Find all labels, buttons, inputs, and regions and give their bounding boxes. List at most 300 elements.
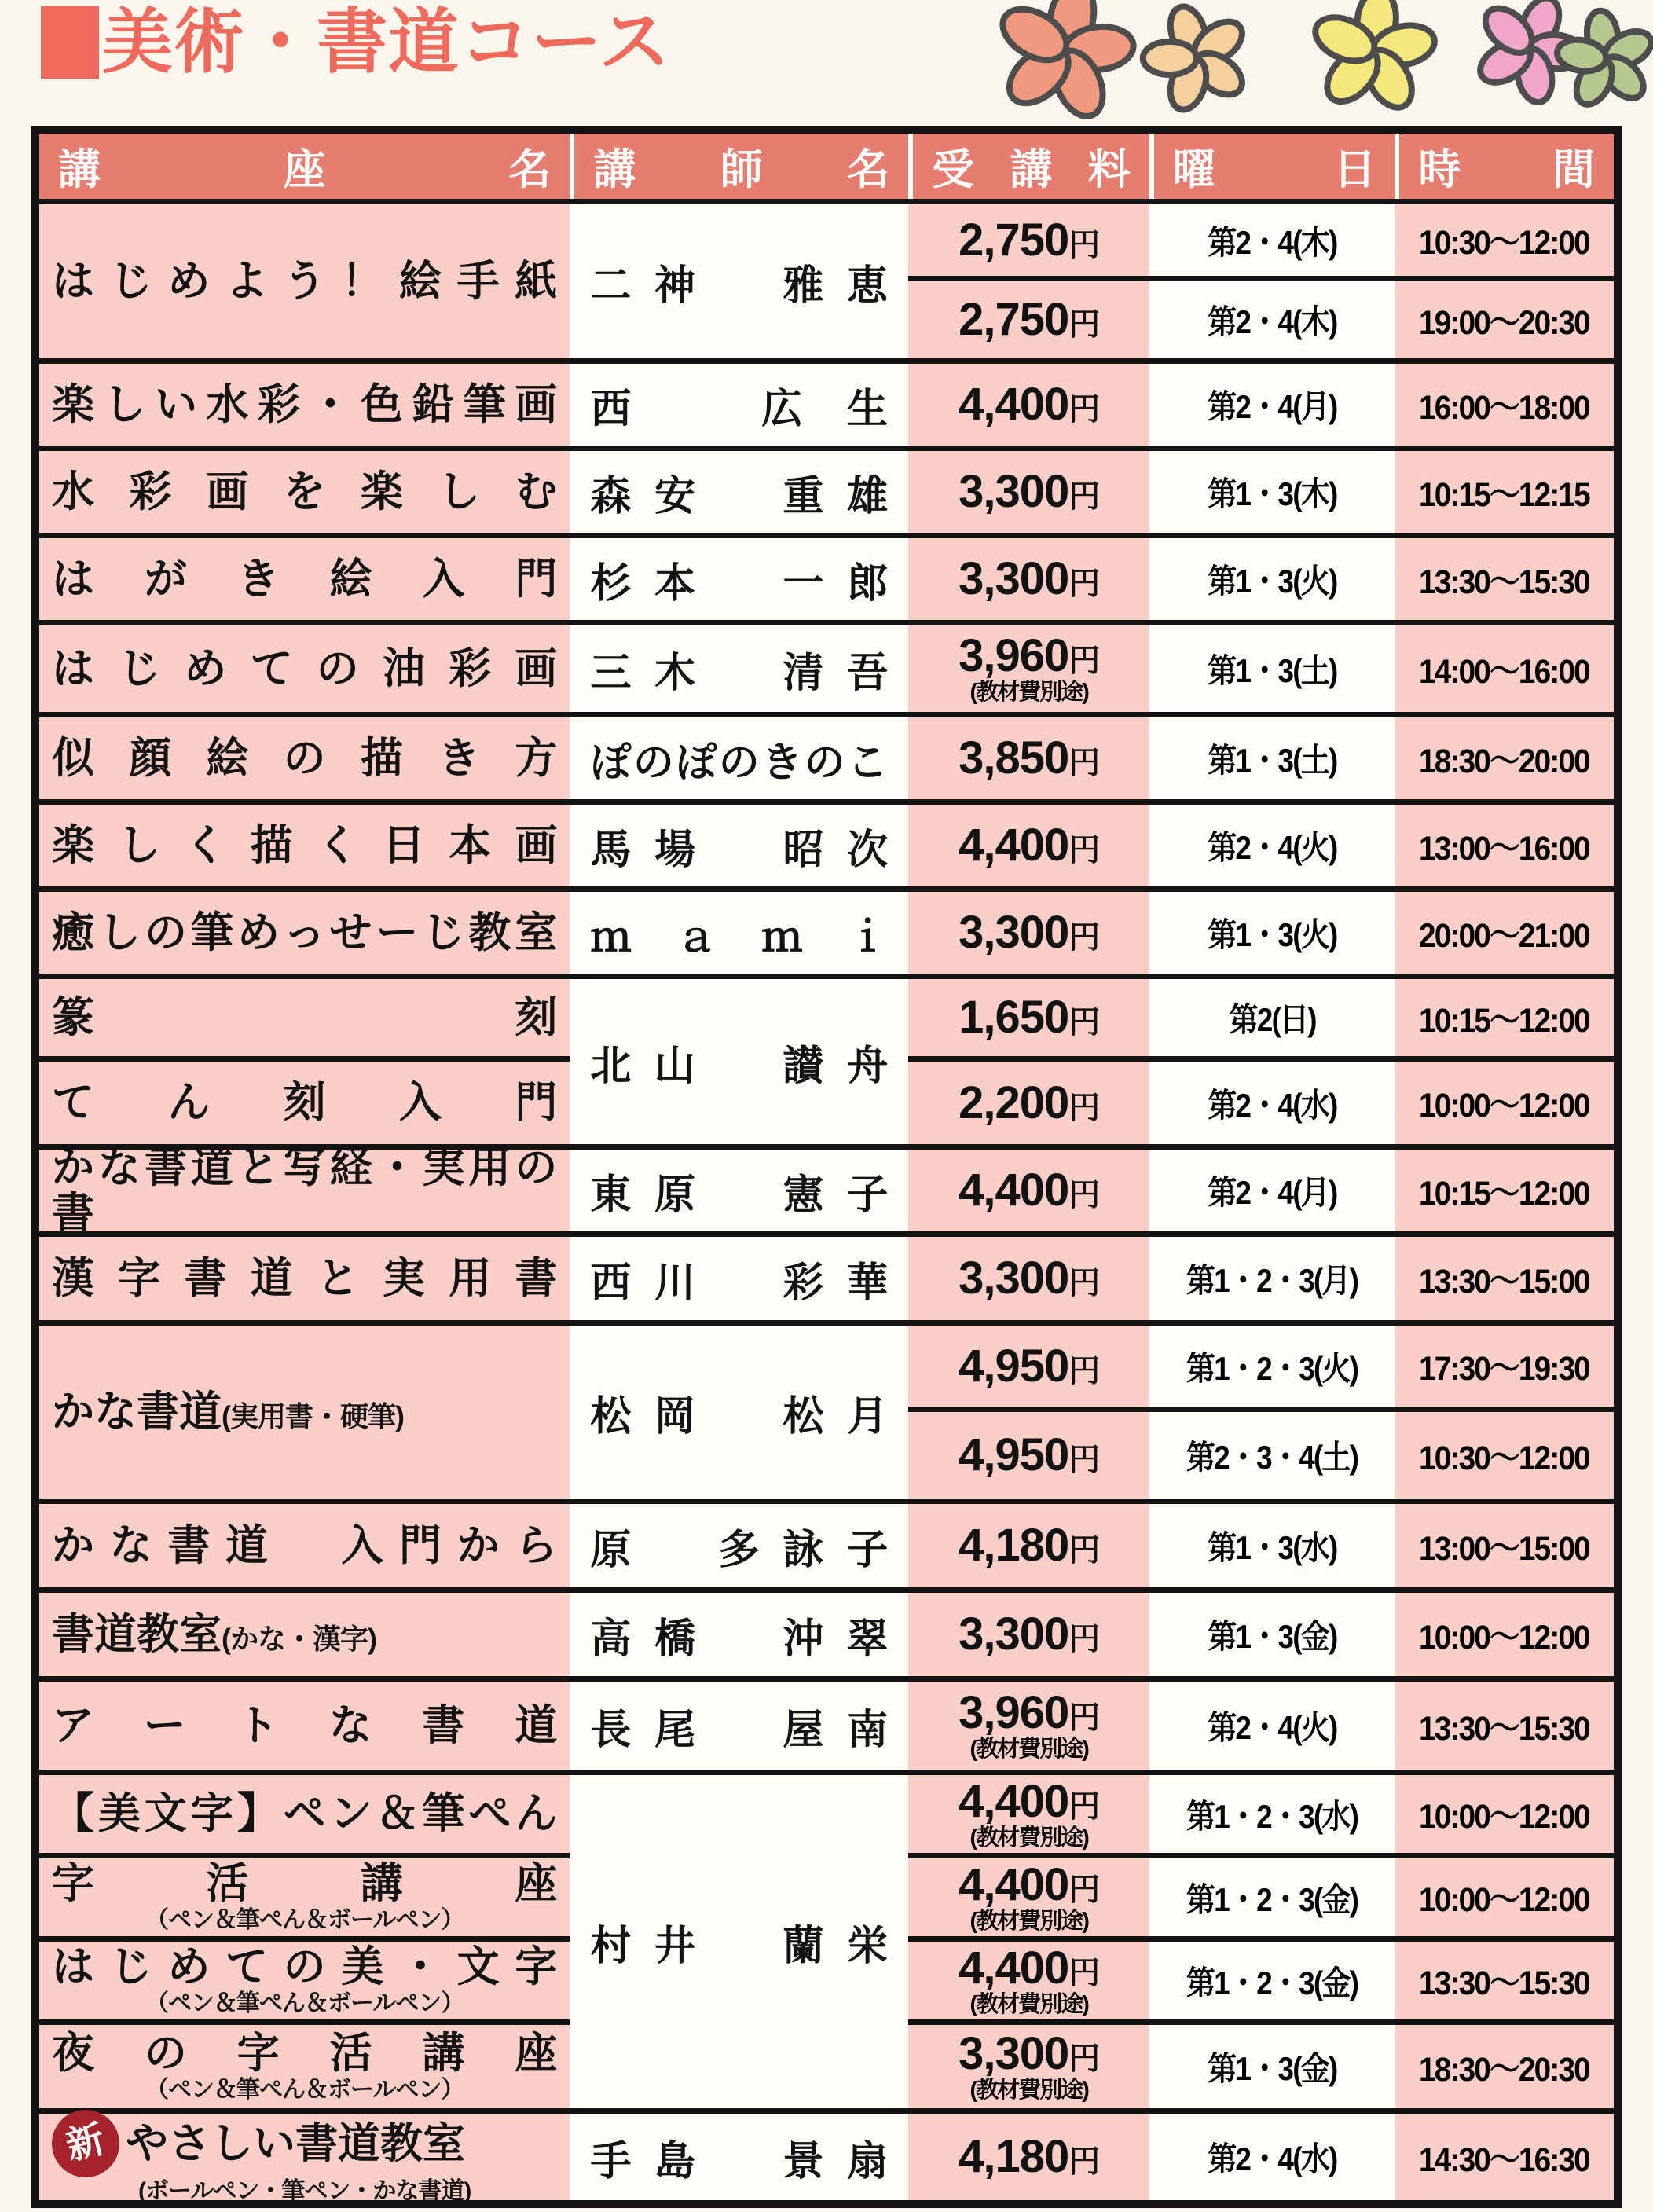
instructor-name: ｍａｍｉ	[590, 914, 889, 960]
fee-unit: 円	[1068, 644, 1100, 678]
table-row-band	[39, 1143, 1614, 1237]
instructor-name: 二神 雅恵	[590, 262, 889, 309]
fee-amount: 4,180	[958, 2131, 1069, 2182]
table-row-band	[39, 1504, 1614, 1593]
time-cell	[1395, 204, 1614, 276]
fee-amount: 3,300	[958, 2028, 1069, 2079]
fee-cell	[908, 281, 1149, 358]
table-row-band	[39, 805, 1614, 892]
time-text: 10:15～12:15	[1419, 475, 1590, 514]
course-name-column	[39, 538, 570, 620]
time-text: 10:00～12:00	[1419, 1618, 1590, 1656]
course-name-line	[52, 646, 557, 691]
time-text: 13:30～15:00	[1419, 1262, 1590, 1300]
time-cell	[1395, 1150, 1614, 1231]
instructor-cell	[570, 1775, 908, 2108]
instructor-cell	[570, 1237, 908, 1320]
course-name-line	[52, 1145, 557, 1237]
time-text: 19:00～20:30	[1419, 303, 1590, 342]
fee-unit: 円	[1068, 567, 1100, 601]
time-text: 10:00～12:00	[1419, 1087, 1590, 1124]
table-row-band	[39, 204, 1614, 364]
course-name-text-wrap	[52, 1861, 557, 1906]
time-cell	[1395, 1858, 1614, 1936]
course-name-cell	[39, 538, 570, 620]
course-name-text-wrap	[52, 1389, 557, 1435]
course-name-line	[52, 823, 557, 868]
header-label-fee: 受講料	[932, 146, 1131, 193]
course-name-subtitle: （ペン＆筆ぺん＆ボールペン）	[145, 2076, 464, 2103]
fee-line	[958, 820, 1100, 871]
course-name-line	[52, 995, 557, 1040]
course-name-text: アートな書道	[52, 1701, 558, 1749]
fee-unit: 円	[1068, 1266, 1100, 1300]
time-text: 16:00～18:00	[1419, 388, 1590, 427]
sessions-column	[908, 204, 1614, 358]
course-name-line	[52, 1861, 557, 1906]
table-row-band	[39, 1593, 1614, 1682]
fee-cell	[908, 1150, 1149, 1231]
instructor-name: 森安 重雄	[590, 473, 889, 519]
flower-peach	[1143, 2, 1250, 115]
header-label-day: 曜日	[1172, 146, 1376, 193]
course-name-text-wrap	[52, 910, 557, 956]
instructor-name: 原 多詠子	[590, 1527, 889, 1573]
course-name-text: 楽しい水彩・色鉛筆画	[52, 380, 558, 428]
fee-cell	[908, 204, 1149, 276]
header-cell-time	[1395, 134, 1614, 199]
header-label-instructor: 講師名	[593, 146, 890, 193]
course-name-text: てん刻入門	[52, 1079, 558, 1127]
course-name-text: はじめよう！絵手紙	[52, 257, 558, 305]
sessions-column	[908, 1682, 1614, 1770]
day-cell	[1149, 1858, 1395, 1936]
course-name-cell	[39, 979, 570, 1062]
instructor-name: 三木 清吾	[590, 650, 889, 696]
instructor-name: 杉本 一郎	[590, 560, 889, 607]
fee-amount: 4,400	[958, 820, 1069, 871]
course-name-text-wrap	[52, 823, 557, 868]
time-cell	[1395, 1775, 1614, 1853]
day-text: 第2・3・4(土)	[1186, 1439, 1358, 1476]
day-text: 第1・3(火)	[1208, 916, 1337, 953]
sessions-column	[908, 1593, 1614, 1676]
session-row	[908, 1326, 1614, 1412]
instructor-name: 高橋 沖翠	[590, 1616, 889, 1662]
fee-line	[958, 732, 1100, 783]
course-name-line	[52, 1523, 557, 1568]
course-name-cell	[39, 1858, 570, 1942]
fee-amount: 4,950	[958, 1340, 1069, 1392]
table-row-band	[39, 717, 1614, 805]
fee-cell	[908, 1412, 1149, 1499]
day-cell	[1149, 979, 1395, 1056]
fee-unit: 円	[1068, 1955, 1100, 1990]
course-name-column	[39, 204, 570, 358]
fee-cell	[908, 892, 1149, 974]
fee-line	[958, 379, 1100, 430]
fee-line	[958, 1077, 1100, 1128]
time-text: 17:30～19:30	[1419, 1350, 1590, 1388]
course-name-text: 癒しの筆めっせーじ教室	[52, 908, 558, 956]
day-cell	[1149, 2114, 1395, 2200]
fee-cell	[908, 2025, 1149, 2108]
session-row	[908, 1412, 1614, 1499]
day-cell	[1149, 451, 1395, 533]
fee-unit: 円	[1068, 1178, 1100, 1212]
course-name-line	[52, 910, 557, 956]
time-cell	[1395, 451, 1614, 533]
time-cell	[1395, 805, 1614, 886]
table-row-band	[39, 364, 1614, 451]
fee-note: (教材費別途)	[969, 2078, 1088, 2103]
fee-line	[958, 1429, 1100, 1480]
course-name-column	[39, 805, 570, 886]
day-cell	[1149, 1504, 1395, 1587]
course-name-text-wrap	[52, 735, 557, 781]
course-name-text-wrap	[52, 1612, 557, 1657]
fee-cell	[908, 979, 1149, 1056]
course-name-subtitle: （ペン＆筆ぺん＆ボールペン）	[145, 1907, 464, 1934]
day-text: 第1・3(水)	[1208, 1529, 1337, 1566]
time-cell	[1395, 2114, 1614, 2200]
fee-unit: 円	[1068, 833, 1100, 868]
course-name-text: かな書道と写経・実用の書	[52, 1143, 558, 1237]
course-name-column	[39, 1593, 570, 1676]
time-text: 10:15～12:00	[1419, 1001, 1590, 1040]
sessions-column	[908, 364, 1614, 446]
day-text: 第2・4(水)	[1208, 2140, 1337, 2177]
table-row-band	[39, 979, 1614, 1150]
day-cell	[1149, 717, 1395, 799]
day-text: 第2・4(火)	[1208, 829, 1337, 866]
fee-unit: 円	[1068, 2144, 1100, 2179]
instructor-name: 馬場 昭次	[590, 827, 889, 873]
instructor-cell	[570, 451, 908, 533]
fee-line	[958, 1775, 1100, 1827]
instructor-cell	[570, 979, 908, 1144]
fee-unit: 円	[1068, 1090, 1100, 1125]
fee-line	[958, 1858, 1100, 1910]
course-name-subtitle: （ペン＆筆ぺん＆ボールペン）	[145, 1990, 464, 2017]
time-cell	[1395, 1062, 1614, 1144]
fee-unit: 円	[1068, 1700, 1100, 1735]
course-name-text: 篆刻	[52, 993, 558, 1041]
time-text: 13:30～15:30	[1419, 563, 1590, 601]
day-cell	[1149, 538, 1395, 620]
fee-amount: 3,300	[958, 553, 1069, 604]
time-cell	[1395, 1237, 1614, 1320]
sessions-column	[908, 717, 1614, 799]
fee-unit: 円	[1068, 746, 1100, 780]
fee-cell	[908, 1858, 1149, 1936]
fee-cell	[908, 1237, 1149, 1320]
course-name-cell	[39, 1326, 570, 1499]
time-text: 10:00～12:00	[1419, 1881, 1590, 1919]
day-text: 第1・2・3(金)	[1186, 1880, 1358, 1918]
instructor-name: 長尾 屋南	[590, 1707, 889, 1753]
time-cell	[1395, 625, 1614, 712]
instructor-cell	[570, 1326, 908, 1499]
day-cell	[1149, 364, 1395, 446]
session-row	[908, 281, 1614, 358]
time-text: 18:30～20:30	[1419, 2050, 1590, 2089]
day-cell	[1149, 805, 1395, 886]
instructor-cell	[570, 1504, 908, 1587]
instructor-cell	[570, 1682, 908, 1770]
fee-cell	[908, 717, 1149, 799]
fee-amount: 4,950	[958, 1429, 1069, 1480]
day-cell	[1149, 1942, 1395, 2019]
course-name-text: 夜の字活講座	[52, 2029, 558, 2077]
header-label-time: 時間	[1418, 146, 1595, 193]
day-text: 第1・3(火)	[1208, 563, 1337, 600]
instructor-cell	[570, 625, 908, 712]
table-row-band	[39, 1682, 1614, 1775]
fee-amount: 3,300	[958, 907, 1069, 958]
course-name-text: かな書道 入門から	[52, 1521, 558, 1569]
fee-line	[958, 992, 1100, 1043]
course-name-column	[39, 451, 570, 533]
course-name-text-wrap	[52, 1080, 557, 1125]
fee-line	[958, 294, 1100, 345]
course-name-cell	[39, 892, 570, 974]
day-text: 第2・4(月)	[1208, 1174, 1337, 1211]
course-name-text: 字活講座	[52, 1860, 558, 1908]
instructor-cell	[570, 538, 908, 620]
course-name-cell	[39, 1593, 570, 1676]
time-cell	[1395, 1682, 1614, 1770]
session-row	[908, 451, 1614, 533]
session-row	[908, 805, 1614, 886]
instructor-name: 西 広生	[590, 386, 889, 432]
fee-cell	[908, 1504, 1149, 1587]
day-text: 第2・4(水)	[1208, 1086, 1337, 1124]
course-name-column	[39, 1504, 570, 1587]
course-name-cell	[39, 1942, 570, 2025]
session-row	[908, 1593, 1614, 1676]
course-name-text: 漢字書道と実用書	[52, 1254, 558, 1302]
course-name-cell	[39, 625, 570, 712]
fee-amount: 4,400	[958, 1775, 1069, 1827]
course-name-cell	[39, 717, 570, 799]
course-name-text-wrap	[52, 1523, 557, 1568]
course-name-line	[52, 1703, 557, 1748]
session-row	[908, 2114, 1614, 2200]
course-name-line	[52, 1080, 557, 1125]
fee-amount: 3,960	[958, 630, 1069, 681]
course-name-column	[39, 364, 570, 446]
day-text: 第1・3(土)	[1208, 652, 1337, 689]
course-name-cell	[39, 1775, 570, 1858]
header-cell-instructor	[570, 134, 908, 199]
course-name-line	[52, 2110, 557, 2177]
course-name-cell	[39, 1143, 570, 1237]
time-cell	[1395, 281, 1614, 358]
course-name-text-wrap	[52, 2030, 557, 2076]
course-name-text-wrap	[52, 1703, 557, 1748]
sessions-column	[908, 2114, 1614, 2200]
time-text: 10:30～12:00	[1419, 224, 1590, 262]
time-cell	[1395, 1326, 1614, 1407]
fee-amount: 1,650	[958, 992, 1069, 1043]
time-cell	[1395, 1412, 1614, 1499]
course-name-cell	[39, 204, 570, 358]
session-row	[908, 892, 1614, 974]
course-name-line	[52, 469, 557, 515]
fee-cell	[908, 1682, 1149, 1770]
fee-line	[958, 907, 1100, 958]
instructor-name: 西川 彩華	[590, 1260, 889, 1306]
course-name-cell	[39, 1682, 570, 1770]
flower-salmon	[994, 0, 1135, 123]
fee-cell	[908, 1775, 1149, 1853]
day-cell	[1149, 892, 1395, 974]
instructor-cell	[570, 892, 908, 974]
session-row	[908, 1150, 1614, 1231]
session-row	[908, 1237, 1614, 1320]
instructor-name: ぽのぽのきのこ	[590, 739, 889, 786]
course-name-column	[39, 717, 570, 799]
fee-unit: 円	[1068, 1788, 1100, 1824]
fee-amount: 4,400	[958, 1858, 1069, 1910]
day-text: 第1・3(金)	[1208, 2050, 1337, 2087]
sessions-column	[908, 451, 1614, 533]
course-name-text-wrap	[52, 646, 557, 691]
fee-cell	[908, 625, 1149, 712]
instructor-name: 手島 景扇	[590, 2138, 889, 2184]
table-row-band	[39, 1237, 1614, 1326]
table-row-band	[39, 451, 1614, 538]
course-name-text: 似顔絵の描き方	[52, 734, 558, 782]
course-name-cell	[39, 1504, 570, 1587]
time-text: 13:30～15:30	[1419, 1964, 1590, 2002]
course-name-line	[52, 1944, 557, 1990]
fee-note: (教材費別途)	[969, 1737, 1088, 1762]
fee-line	[958, 466, 1100, 517]
fee-unit: 円	[1068, 1005, 1100, 1040]
instructor-cell	[570, 1150, 908, 1231]
fee-unit: 円	[1068, 1622, 1100, 1656]
header-label-course-name: 講座名	[58, 146, 552, 193]
day-text: 第2・4(火)	[1208, 1709, 1337, 1746]
course-name-cell	[39, 1062, 570, 1144]
fee-amount: 3,300	[958, 1253, 1069, 1304]
course-name-cell	[39, 2114, 570, 2204]
session-row	[908, 625, 1614, 712]
day-text: 第1・2・3(火)	[1186, 1349, 1358, 1387]
day-cell	[1149, 1237, 1395, 1320]
course-table	[31, 126, 1622, 2208]
day-text: 第2・4(木)	[1208, 303, 1337, 340]
course-name-column	[39, 625, 570, 712]
session-row	[908, 1682, 1614, 1770]
day-cell	[1149, 281, 1395, 358]
fee-unit: 円	[1068, 479, 1100, 514]
course-name-column	[39, 1326, 570, 1499]
course-name-line	[52, 1389, 557, 1435]
flower-green	[1555, 9, 1653, 110]
time-cell	[1395, 979, 1614, 1056]
fee-line	[958, 1609, 1100, 1660]
session-row	[908, 1942, 1614, 2025]
course-name-text-wrap	[52, 1145, 557, 1237]
page-title-text: 美術・書道コース	[102, 3, 671, 82]
flower-decoration	[0, 0, 1653, 126]
table-row-band	[39, 2114, 1614, 2204]
course-name-column	[39, 1143, 570, 1237]
fee-line	[958, 214, 1100, 266]
day-cell	[1149, 1412, 1395, 1499]
day-text: 第2・4(木)	[1208, 223, 1337, 261]
fee-amount: 2,200	[958, 1077, 1069, 1128]
course-name-cell	[39, 364, 570, 446]
sessions-column	[908, 979, 1614, 1144]
fee-amount: 2,750	[958, 214, 1069, 266]
day-cell	[1149, 625, 1395, 712]
flower-yellow	[1309, 0, 1439, 116]
sessions-column	[908, 1775, 1614, 2108]
course-name-text-wrap	[52, 1256, 557, 1301]
sessions-column	[908, 625, 1614, 712]
course-name-text: 書道教室	[52, 1610, 222, 1658]
session-row	[908, 364, 1614, 446]
time-text: 10:00～12:00	[1419, 1798, 1590, 1836]
course-name-line	[52, 259, 557, 304]
time-cell	[1395, 364, 1614, 446]
course-name-text: 水彩画を楽しむ	[52, 468, 558, 515]
course-name-qualifier: (かな・漢字)	[222, 1622, 376, 1655]
course-name-column	[39, 2114, 570, 2204]
time-text: 10:30～12:00	[1419, 1439, 1590, 1477]
session-row	[908, 538, 1614, 620]
instructor-cell	[570, 805, 908, 886]
instructor-cell	[570, 1593, 908, 1676]
fee-line	[958, 2028, 1100, 2079]
sessions-column	[908, 1326, 1614, 1499]
day-text: 第2・4(月)	[1208, 388, 1337, 425]
session-row	[908, 1504, 1614, 1587]
day-cell	[1149, 1775, 1395, 1853]
day-cell	[1149, 1326, 1395, 1407]
new-badge-label: 新	[62, 2118, 109, 2168]
course-name-text-wrap	[52, 469, 557, 515]
time-cell	[1395, 2025, 1614, 2108]
course-name-subtitle: (ボールペン・筆ペン・かな書道)	[137, 2177, 471, 2204]
fee-amount: 3,960	[958, 1687, 1069, 1738]
session-row	[908, 1062, 1614, 1144]
course-name-text-wrap	[52, 1944, 557, 1990]
course-name-line	[52, 2030, 557, 2076]
day-text: 第2(日)	[1229, 1001, 1316, 1038]
instructor-name: 松岡 松月	[590, 1393, 889, 1440]
fee-amount: 2,750	[958, 294, 1069, 345]
instructor-cell	[570, 2114, 908, 2200]
fee-note: (教材費別途)	[969, 1825, 1088, 1851]
fee-amount: 3,850	[958, 732, 1069, 783]
sessions-column	[908, 892, 1614, 974]
course-name-text: 【美文字】ペン＆筆ぺん	[52, 1790, 558, 1838]
fee-amount: 4,400	[958, 1165, 1069, 1216]
course-name-cell	[39, 1237, 570, 1320]
course-name-text: かな書道	[52, 1388, 222, 1436]
course-name-column	[39, 1682, 570, 1770]
fee-cell	[908, 451, 1149, 533]
course-name-qualifier: (実用書・硬筆)	[222, 1399, 404, 1432]
course-name-text-wrap	[52, 1791, 557, 1836]
course-name-text: はじめての美・文字	[52, 1943, 558, 1991]
fee-unit: 円	[1068, 1443, 1100, 1477]
